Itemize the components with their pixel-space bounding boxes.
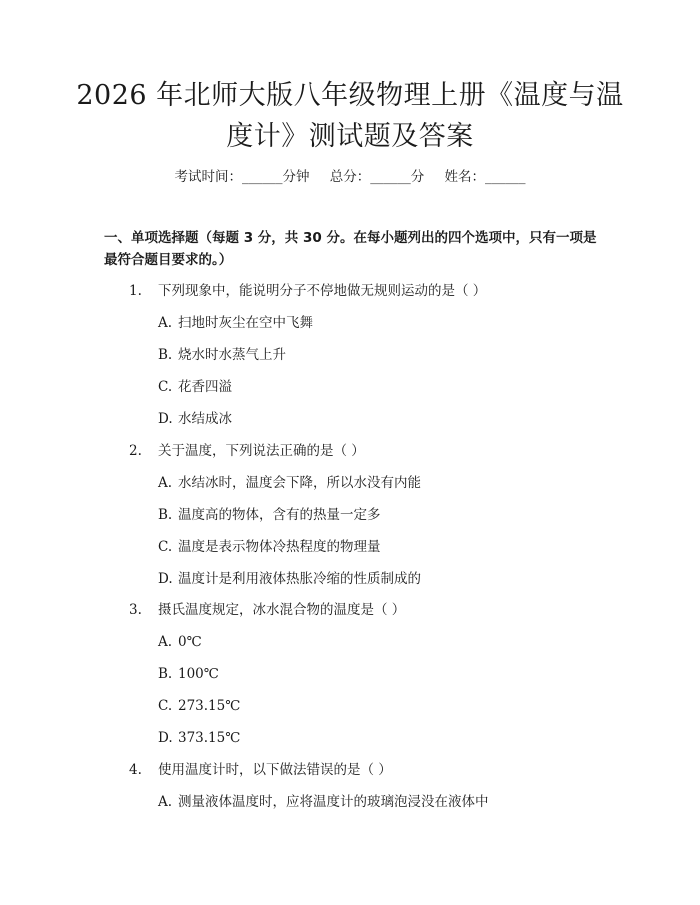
option-text: 水结成冰 xyxy=(178,411,232,427)
page-title-line-1: 2026 年北师大版八年级物理上册《温度与温 xyxy=(76,80,624,111)
question-text: 摄氏温度规定，冰水混合物的温度是（ ） xyxy=(158,602,406,618)
option-text: 100℃ xyxy=(178,666,219,682)
option-text: 温度是表示物体冷热程度的物理量 xyxy=(178,539,381,555)
option-letter: D. xyxy=(158,571,173,587)
option-3c xyxy=(158,696,240,716)
option-text: 测量液体温度时，应将温度计的玻璃泡浸没在液体中 xyxy=(178,794,489,810)
question-number: 2. xyxy=(129,443,142,459)
question-number: 3. xyxy=(129,602,142,618)
option-text: 373.15℃ xyxy=(178,730,241,746)
option-1c xyxy=(158,377,232,397)
total-score-field: 总分：______分 xyxy=(329,169,425,185)
exam-time-field: 考试时间：______分钟 xyxy=(174,169,310,185)
option-2d xyxy=(158,569,421,589)
option-2c xyxy=(158,537,381,557)
question-text: 使用温度计时，以下做法错误的是（ ） xyxy=(158,762,392,778)
option-letter: A. xyxy=(158,475,173,491)
option-1b xyxy=(158,345,286,365)
option-text: 水结冰时，温度会下降，所以水没有内能 xyxy=(178,475,421,491)
student-name-field: 姓名：______ xyxy=(444,169,526,185)
page-title-line-2: 度计》测试题及答案 xyxy=(226,121,474,152)
option-3d xyxy=(158,728,240,748)
option-1a xyxy=(158,313,313,333)
option-text: 温度计是利用液体热胀冷缩的性质制成的 xyxy=(178,571,421,587)
option-letter: B. xyxy=(158,507,173,523)
exam-info-row xyxy=(0,167,700,187)
question-number: 1. xyxy=(129,283,142,299)
option-text: 扫地时灰尘在空中飞舞 xyxy=(178,315,313,331)
option-3a xyxy=(158,632,202,652)
option-2a xyxy=(158,473,421,493)
option-letter: C. xyxy=(158,379,173,395)
question-text: 下列现象中，能说明分子不停地做无规则运动的是（ ） xyxy=(158,283,487,299)
option-letter: C. xyxy=(158,698,173,714)
section-heading: 一、单项选择题（每题 3 分，共 30 分。在每小题列出的四个选项中，只有一项是最符合题目要求的。） xyxy=(104,230,597,268)
option-3b xyxy=(158,664,219,684)
option-text: 烧水时水蒸气上升 xyxy=(178,347,286,363)
option-letter: B. xyxy=(158,666,173,682)
option-1d xyxy=(158,409,232,429)
option-text: 0℃ xyxy=(178,634,202,650)
option-letter: A. xyxy=(158,315,173,331)
option-letter: D. xyxy=(158,730,173,746)
option-2b xyxy=(158,505,381,525)
option-text: 温度高的物体，含有的热量一定多 xyxy=(178,507,381,523)
option-letter: D. xyxy=(158,411,173,427)
option-text: 273.15℃ xyxy=(178,698,241,714)
option-letter: B. xyxy=(158,347,173,363)
option-4a xyxy=(158,792,489,812)
question-text: 关于温度，下列说法正确的是（ ） xyxy=(158,443,365,459)
option-letter: C. xyxy=(158,539,173,555)
option-text: 花香四溢 xyxy=(178,379,232,395)
option-letter: A. xyxy=(158,794,173,810)
option-letter: A. xyxy=(158,634,173,650)
question-number: 4. xyxy=(129,762,142,778)
